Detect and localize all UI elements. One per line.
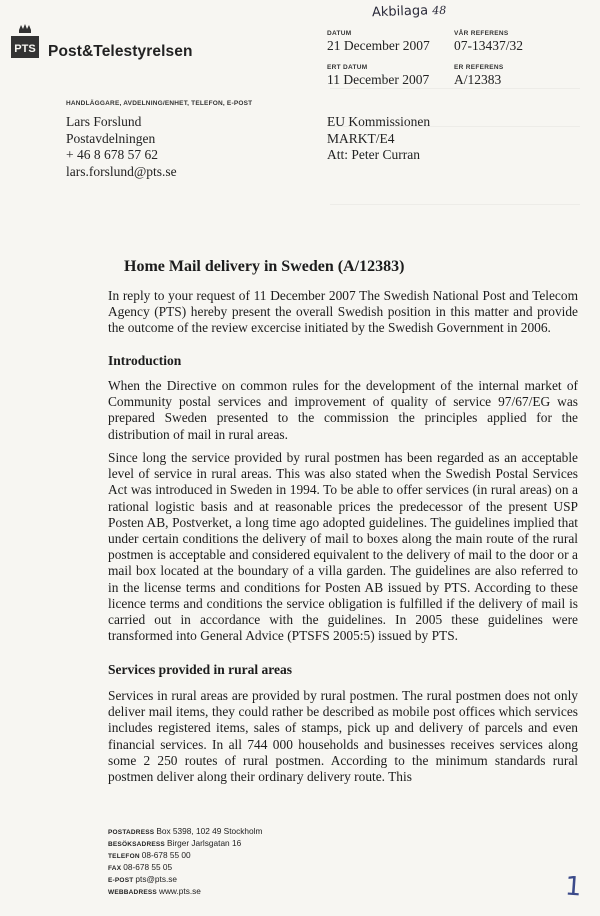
footer-value: 08-678 55 05 (123, 862, 173, 872)
footer-phone (108, 850, 262, 862)
pts-crown-logo (10, 22, 40, 62)
var-referens-value: 07-13437/32 (454, 38, 523, 53)
ert-datum-label: ERT DATUM (327, 64, 368, 71)
recipient-unit: MARKT/E4 (327, 130, 395, 146)
var-referens-label: VÅR REFERENS (454, 30, 509, 37)
footer-fax (108, 862, 262, 874)
handler-phone: + 46 8 678 57 62 (66, 147, 158, 162)
footer-label: E-POST (108, 877, 134, 884)
handler-email: lars.forslund@pts.se (66, 163, 177, 179)
introduction-heading: Introduction (108, 353, 182, 368)
footer-label: POSTADRESS (108, 829, 155, 836)
handler-name: Lars Forslund (66, 114, 142, 129)
recipient-block (327, 114, 430, 164)
footer-label: TELEFON (108, 853, 140, 860)
er-referens-value: A/12383 (454, 72, 502, 87)
logo-mark-text: PTS (14, 43, 36, 55)
er-referens-label: ER REFERENS (454, 64, 504, 71)
recipient-org: EU Kommissionen (327, 114, 431, 129)
datum-value: 21 December 2007 (327, 38, 430, 53)
scan-artifact (330, 88, 580, 89)
footer-visiting-address (108, 838, 262, 850)
footer-label: WEBBADRESS (108, 889, 157, 896)
document-title: Home Mail delivery in Sweden (A/12383) (124, 258, 405, 275)
handler-label: HANDLÄGGARE, AVDELNING/ENHET, TELEFON, E-POST (66, 100, 253, 107)
stamp-text: Akbilaga (371, 3, 429, 21)
services-paragraph: Services in rural areas are provided by rural postmen. The rural postmen does not only deliver mail items, they could rather be described as mobile post offices which services includes registered items, sales of stamps, pick up and delivery of parcels and even financial services. In all 744 000 households and businesses receives services along some 2 250 routes of rural postmen. According to the minimum standards rural postmen deliver along their ordinary delivery route. This (108, 688, 578, 785)
introduction-paragraph-2: Since long the service provided by rural postmen has been regarded as an acceptable level of service in rural areas. This was also stated when the Swedish Postal Services Act was introduced in Sweden in 1994. To be able to offer services (in rural areas) on a rational logistic basis and at reasonable prices the predecessor of the present USP Posten AB, Postverket, a long time ago adopted guidelines. The guidelines implied that under certain conditions the delivery of mail to boxes along the main route of the rural postmen is acceptable and considered equivalent to the delivery of mail to the door or a mail box located at the boundary of a villa garden. The guidelines are also referred to in the license terms and conditions for Posten AB issued by PTS. According to these licence terms and conditions the service obligation is fulfilled if the delivery of mail is carried out in accordance with the guidelines. In 2005 these guidelines were transformed into General Advice (PTSFS 2005:5) issued by PTS. (108, 450, 578, 644)
handler-department: Postavdelningen (66, 130, 156, 146)
scan-artifact (330, 204, 580, 205)
footer-web (108, 886, 262, 898)
intro-paragraph: In reply to your request of 11 December 2007 The Swedish National Post and Telecom Agency (PTS) hereby present the overall Swedish position in this matter and provide the outcome of the review excercise initiated by the Swedish Government in 2006. (108, 288, 578, 336)
stamp-handwritten-number: 48 (431, 3, 447, 18)
footer-label: FAX (108, 865, 122, 872)
handler-block (66, 114, 177, 180)
ert-datum-value: 11 December 2007 (327, 72, 430, 87)
page-number: 1 (563, 871, 583, 903)
footer-label: BESÖKSADRESS (108, 841, 165, 848)
footer-contact (108, 826, 262, 898)
agency-name-part2: Telestyrelsen (93, 43, 193, 60)
footer-value: www.pts.se (158, 886, 201, 896)
footer-postal-address (108, 826, 262, 838)
services-heading: Services provided in rural areas (108, 662, 292, 677)
footer-value: 08-678 55 00 (141, 850, 191, 860)
introduction-paragraph-1: When the Directive on common rules for the development of the internal market of Community postal services and improvement of quality of service 97/67/EG was prepared Sweden presented to the commission the principles applied for the distribution of mail in rural areas. (108, 378, 578, 442)
footer-value: Box 5398, 102 49 Stockholm (156, 826, 263, 836)
annex-stamp (372, 3, 447, 21)
recipient-attention: Att: Peter Curran (327, 147, 420, 162)
agency-name-amp: & (82, 43, 94, 60)
footer-value: pts@pts.se (135, 874, 178, 884)
agency-name-part1: Post (48, 43, 82, 60)
footer-email (108, 874, 262, 886)
datum-label: DATUM (327, 30, 352, 37)
agency-name (48, 43, 193, 61)
footer-value: Birger Jarlsgatan 16 (166, 838, 242, 848)
